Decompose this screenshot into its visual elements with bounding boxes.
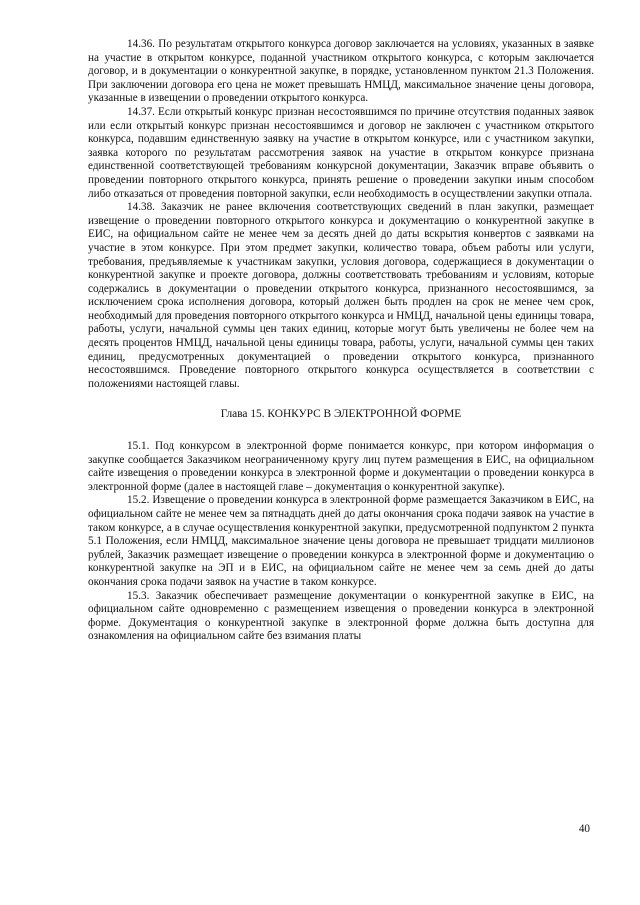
paragraph-14-38: 14.38. Заказчик не ранее включения соответствующих сведений в план закупки, размещает извещение о проведении повторного открытого конкурса и документацию о конкурентной закупке в ЕИС, на официальном сайте не менее чем за десять дней до даты вскрытия конвертов с заявками на участие в этом конкурсе. При этом предмет закупки, количество товара, объем работы или услуги, требования, предъявляемые к участникам закупки, условия договора, содержащиеся в документации о конкурентной закупке и проекте договора, должны соответствовать требованиям и условиям, которые содержались в документации о проведении открытого конкурса, признанного несостоявшимся, за исключением срока исполнения договора, который должен быть продлен на срок не менее чем срок, необходимый для проведения повторного открытого конкурса и НМЦД, начальной цены единицы товара, работы, услуги, начальной суммы цен таких единиц, которые могут быть увеличены не более чем на десять процентов НМЦД, начальной цены единицы товара, работы, услуги, начальной суммы цен таких единиц, предусмотренных документацией о проведении открытого конкурса, признанного несостоявшимся. Проведение повторного открытого конкурса осуществляется в соответствии с положениями настоящей главы.	[88, 201, 594, 390]
paragraph-14-37: 14.37. Если открытый конкурс признан несостоявшимся по причине отсутствия поданных заявок или если открытый конкурс признан несостоявшимся и договор не заключен с участником открытого конкурса, подавшим единственную заявку на участие в открытом конкурсе, или с участником закупки, заявка которого по результатам рассмотрения заявок на участие в открытом конкурсе признана единственной соответствующей требованиям конкурсной документации, Заказчик вправе объявить о проведении повторного открытого конкурса, принять решение о проведении закупки иным способом либо отказаться от проведения повторной закупки, если необходимость в осуществлении закупки отпала.	[88, 105, 594, 200]
chapter-heading: Глава 15. КОНКУРС В ЭЛЕКТРОННОЙ ФОРМЕ	[220, 408, 462, 421]
paragraph-15-3: 15.3. Заказчик обеспечивает размещение документации о конкурентной закупке в ЕИС, на официальном сайте одновременно с размещением извещения о проведении конкурса в электронной форме. Документация о конкурентной закупке в электронной форме должна быть доступна для ознакомления на официальном сайте без взимания платы	[88, 589, 594, 643]
page-number: 40	[578, 823, 590, 835]
paragraph-15-2: 15.2. Извещение о проведении конкурса в электронной форме размещается Заказчиком в ЕИС, на официальном сайте не менее чем за пятнадцать дней до даты окончания срока подачи заявок на участие в таком конкурсе, а в случае осуществления конкурентной закупки, предусмотренной подпунктом 2 пункта 5.1 Положения, если НМЦД, максимальное значение цены договора не превышает тридцати миллионов рублей, Заказчик размещает извещение о проведении конкурса в электронной форме и документацию о конкурентной закупке на ЭП и в ЕИС, на официальном сайте не менее чем за семь дней до даты окончания срока подачи заявок на участие в таком конкурсе.	[88, 494, 594, 588]
document-body	[88, 38, 594, 644]
paragraph-15-1: 15.1. Под конкурсом в электронной форме понимается конкурс, при котором информация о закупке сообщается Заказчиком неограниченному кругу лиц путем размещения в ЕИС, на официальном сайте извещения о проведении конкурса в электронной форме и документации о проведении конкурса в электронной форме (далее в настоящей главе – документация о конкурентной закупке).	[88, 440, 594, 493]
paragraph-14-36: 14.36. По результатам открытого конкурса договор заключается на условиях, указанных в заявке на участие в открытом конкурсе, поданной участником открытого конкурса, с которым заключается договор, и в документации о конкурентной закупке, в порядке, установленном пунктом 21.3 Положения. При заключении договора его цена не может превышать НМЦД, максимальное значение цены договора, указанные в извещении о проведении открытого конкурса.	[88, 38, 594, 105]
